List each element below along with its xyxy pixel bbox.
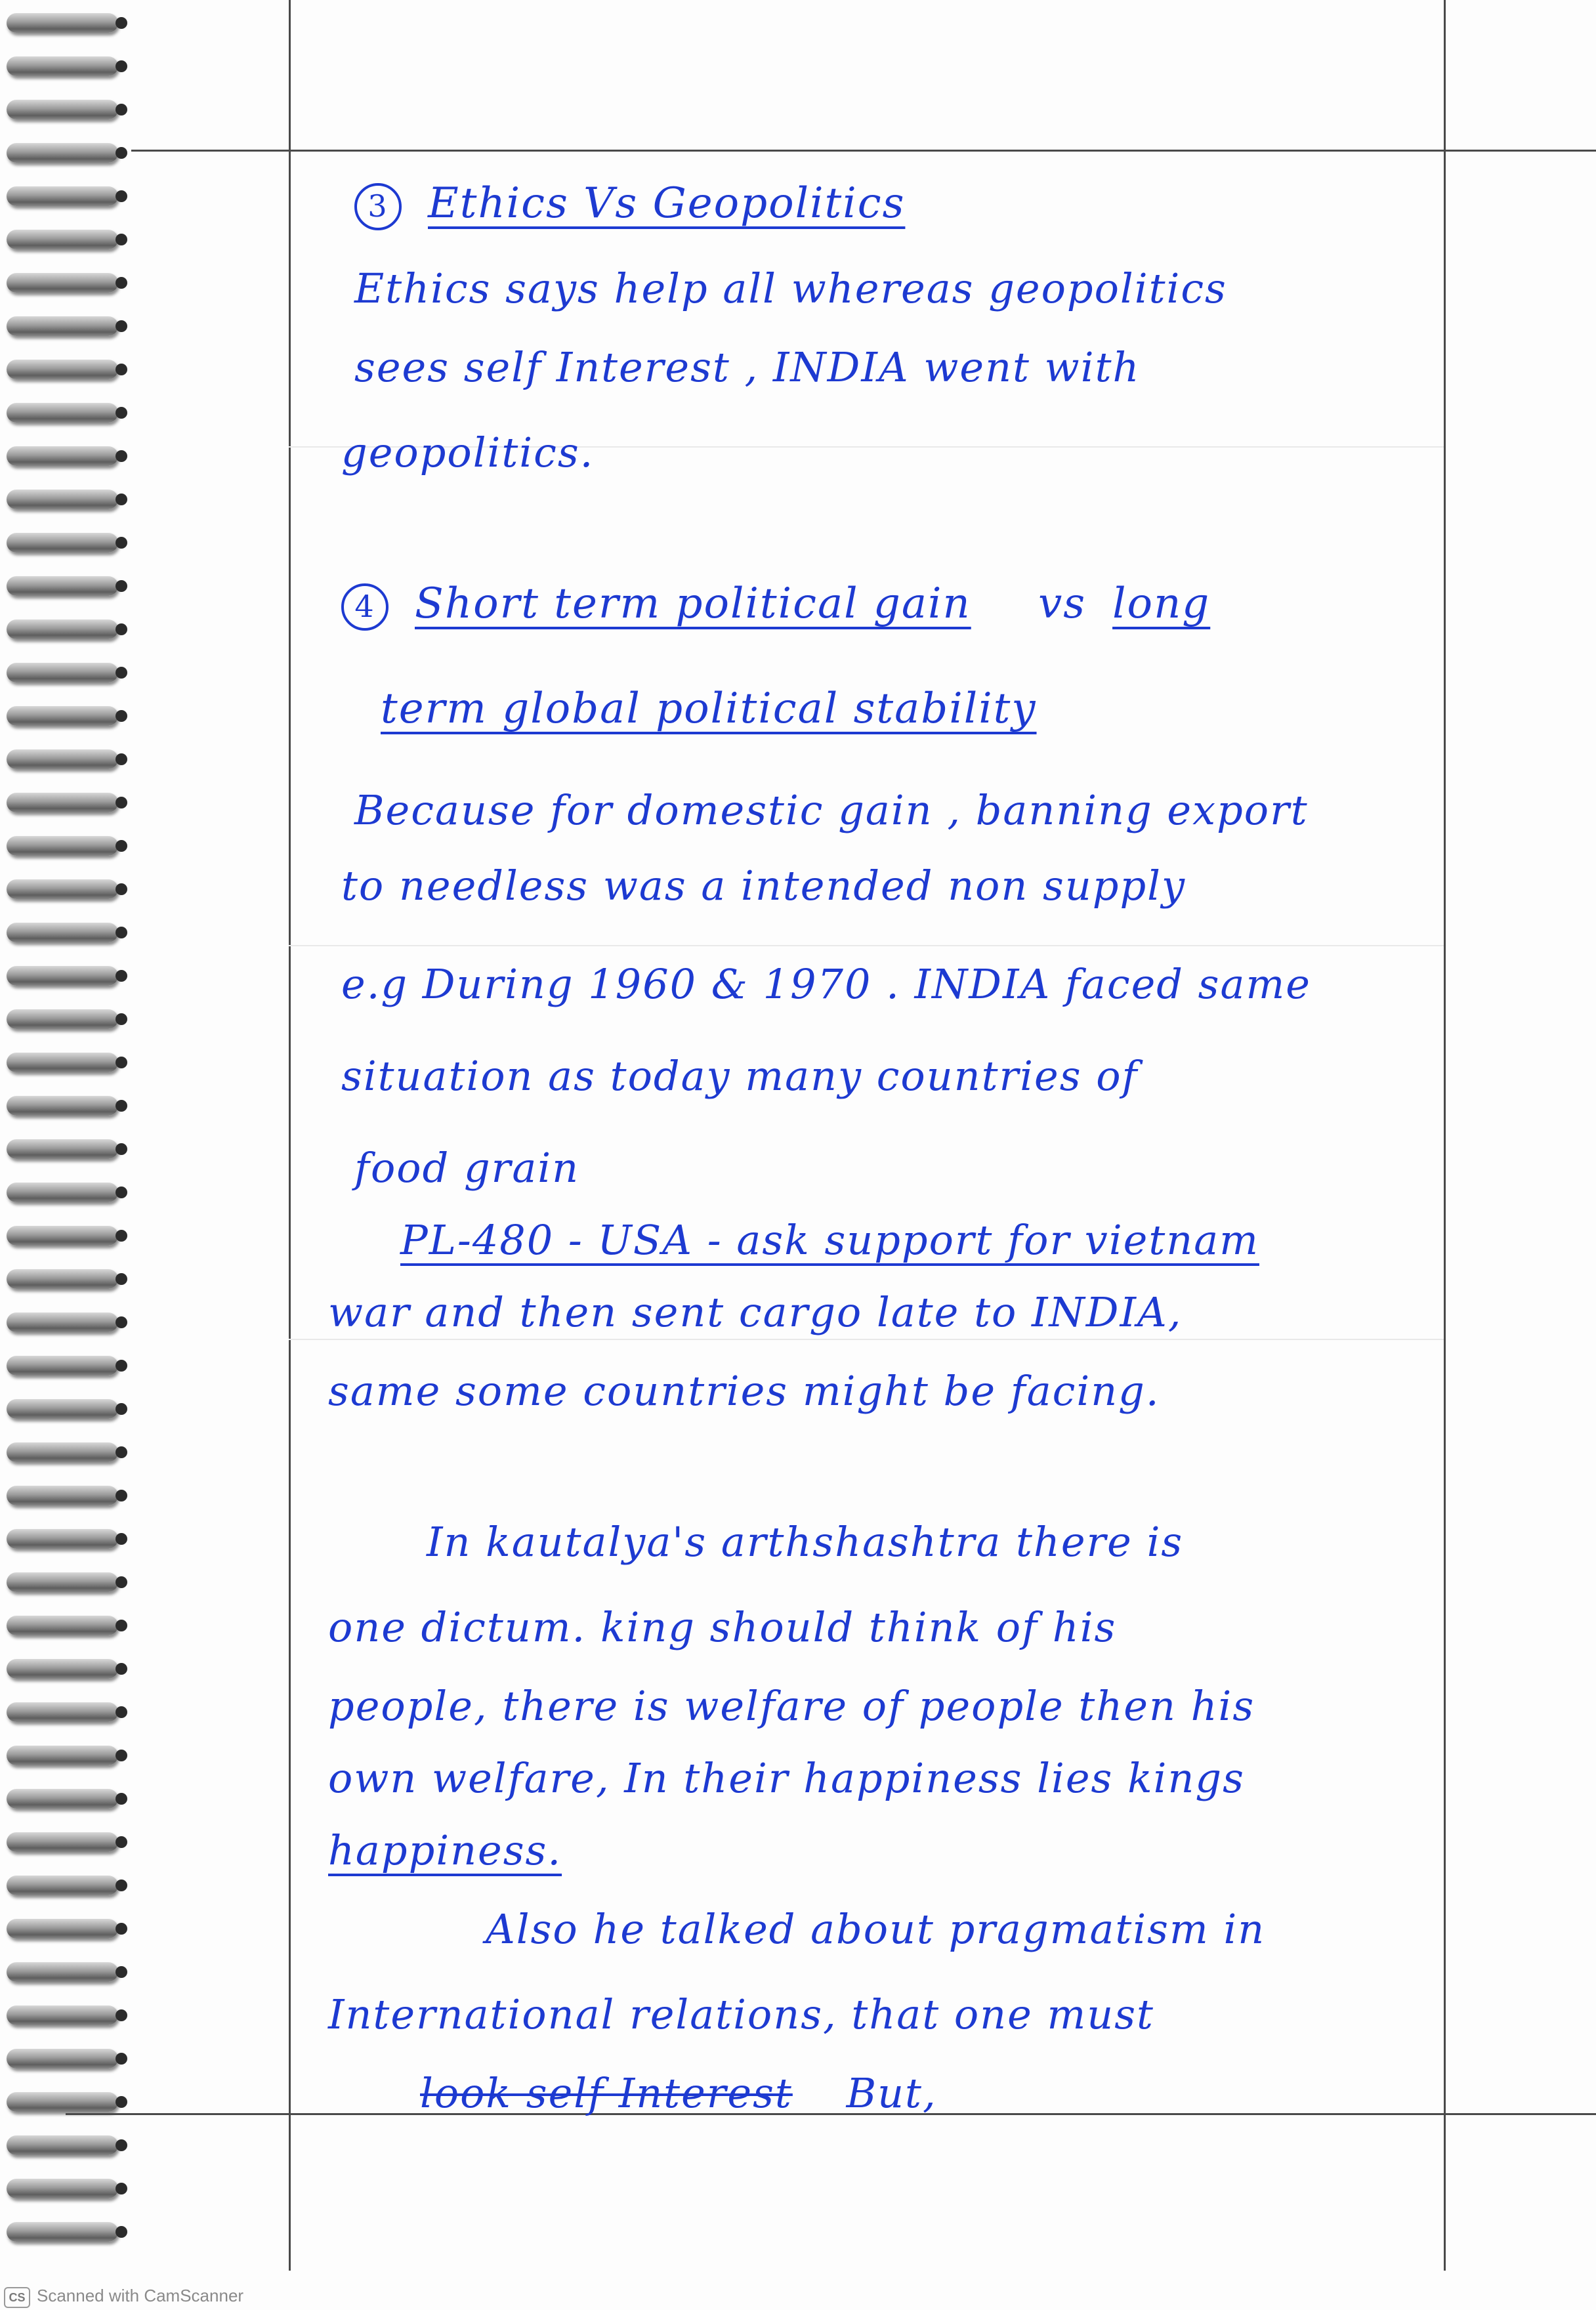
note-line: e.g During 1960 & 1970 . INDIA faced same	[341, 960, 1311, 1008]
section-4-vs: vs	[1038, 579, 1087, 628]
note-tail: But,	[846, 2069, 937, 2117]
section-4-title-long: long	[1112, 579, 1211, 628]
note-line: people, there is welfare of people then his	[328, 1682, 1255, 1730]
section-number-badge: 4	[341, 583, 388, 631]
note-line: PL-480 - USA - ask support for vietnam	[400, 1216, 1259, 1264]
note-line: own welfare, In their happiness lies kings	[328, 1754, 1245, 1802]
camscanner-logo: CS	[4, 2287, 30, 2308]
note-line: Also he talked about pragmatism in	[486, 1905, 1266, 1953]
section-4-heading	[341, 578, 1210, 631]
section-3-title: Ethics Vs Geopolitics	[428, 179, 906, 228]
note-line: food grain	[354, 1144, 580, 1192]
note-line: In kautalya's arthshashtra there is	[427, 1518, 1184, 1566]
note-line: same some countries might be facing.	[328, 1367, 1160, 1415]
section-3-heading	[354, 177, 905, 230]
note-line-last	[420, 2067, 937, 2120]
scanner-text: Scanned with CamScanner	[37, 2286, 244, 2305]
note-line: geopolitics.	[341, 429, 595, 476]
note-line: war and then sent cargo late to INDIA,	[328, 1288, 1183, 1336]
section-4-title-part1: Short term political gain	[415, 579, 971, 628]
scanner-watermark	[4, 2285, 345, 2306]
note-line: Ethics says help all whereas geopolitics	[354, 264, 1227, 312]
note-line: sees self Interest , INDIA went with	[354, 343, 1141, 391]
note-line: one dictum. king should think of his	[328, 1603, 1117, 1651]
section-4-title-part2: term global political stability	[381, 684, 1037, 733]
note-line: Because for domestic gain , banning export	[354, 786, 1309, 834]
note-line: to needless was a intended non supply	[341, 862, 1186, 910]
section-number-badge: 3	[354, 183, 402, 230]
struck-text: look self Interest	[420, 2069, 793, 2117]
note-line: situation as today many countries of	[341, 1052, 1139, 1100]
note-line: happiness.	[328, 1826, 562, 1874]
note-line: International relations, that one must	[328, 1990, 1154, 2038]
